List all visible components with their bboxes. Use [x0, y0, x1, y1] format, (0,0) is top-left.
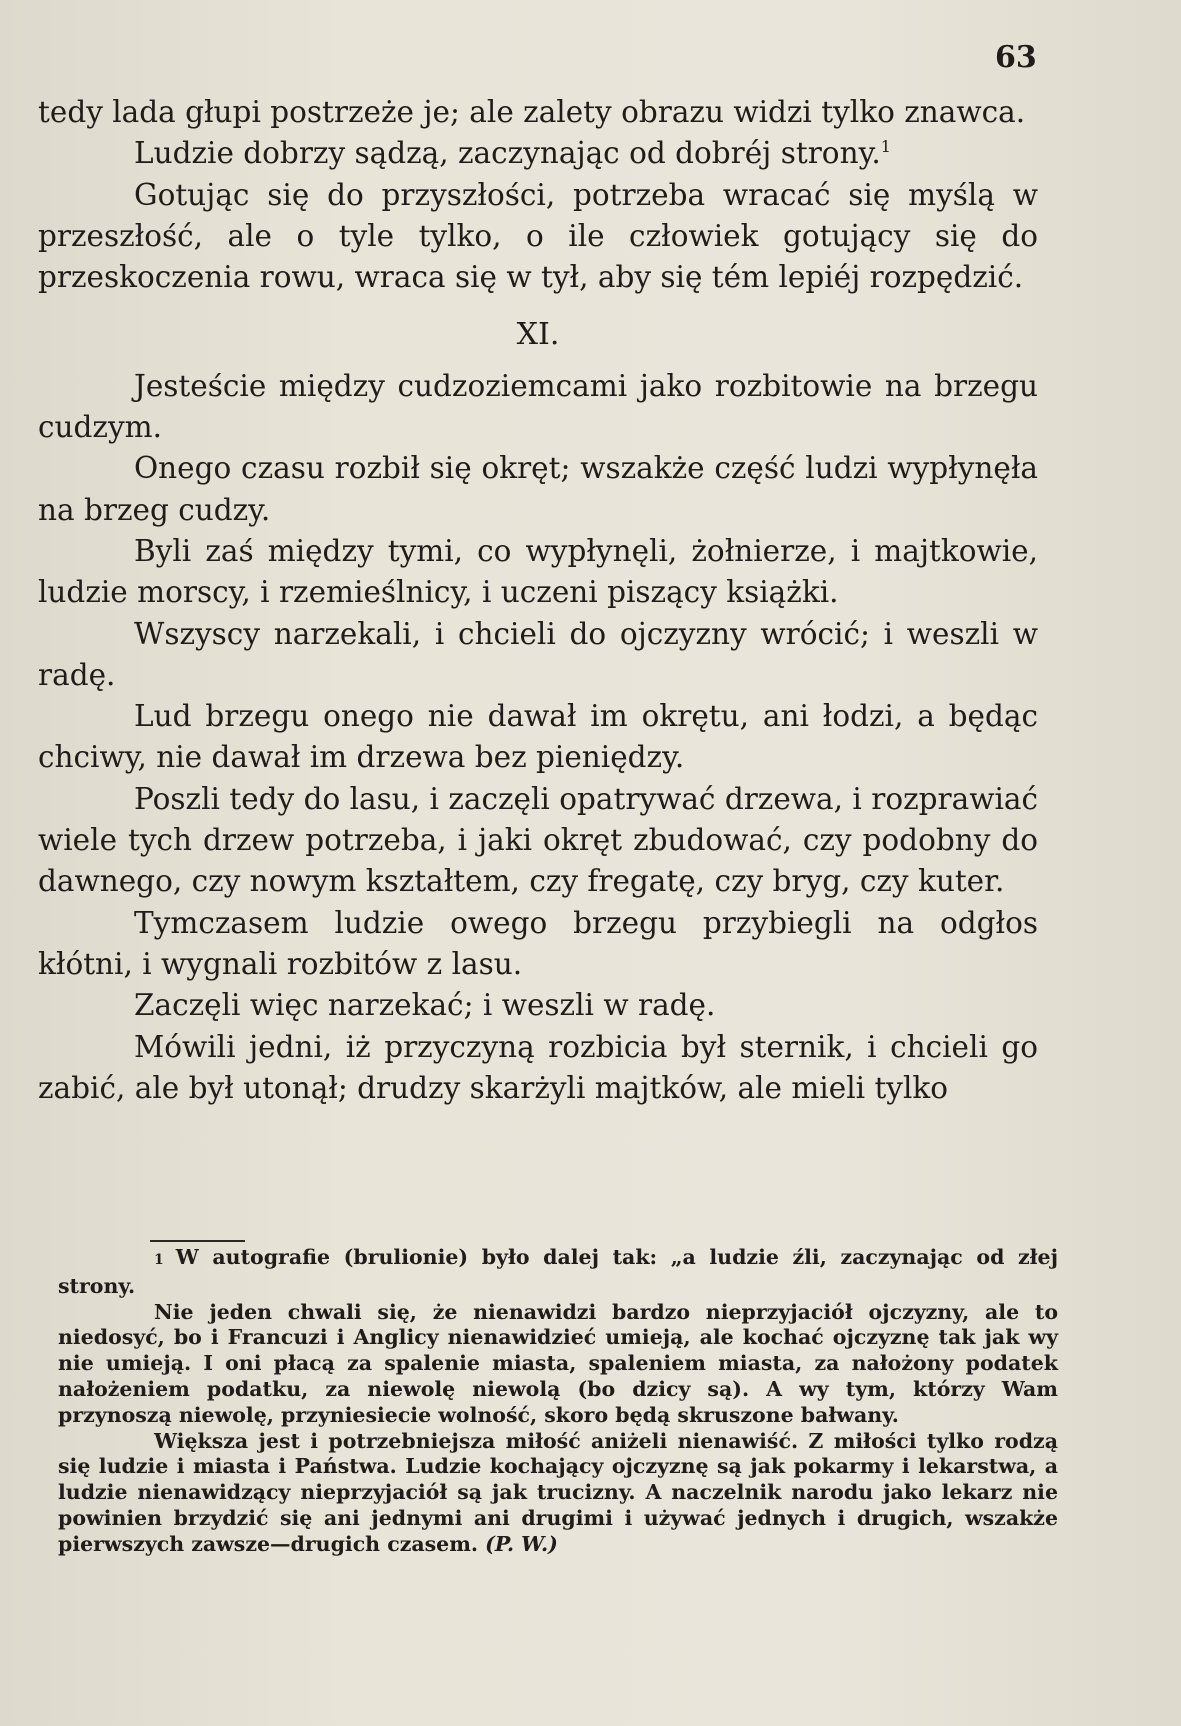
footnote: Nie jeden chwali się, że nienawidzi bardzo nieprzyjaciół ojczyzny, ale to niedosyć, bo i Francuzi i Anglicy nienawidzieć umieją, ale kochać ojczyznę tak jak wy nie umieją. I oni płacą za spalenie miasta, spaleniem miasta, za nałożony podatek nałożeniem podatku, za niewolę niewolą (bo dzicy są). A wy tym, którzy Wam przynoszą niewolę, przyniesiecie wolność, skoro będą skruszone bałwany.	[58, 1299, 1058, 1427]
paragraph: Onego czasu rozbił się okręt; wszakże część ludzi wypłynęła na brzeg cudzy.	[38, 451, 1038, 527]
page-number: 63	[995, 40, 1037, 75]
paragraph-text: Ludzie dobrzy sądzą, zaczynając od dobréj strony.	[134, 136, 881, 171]
section-heading: XI.	[516, 317, 560, 353]
footnote-reference: 1	[880, 137, 891, 157]
footnote-signature: (P. W.)	[485, 1531, 558, 1556]
paragraph: Zaczęli więc narzekać; i weszli w radę.	[134, 988, 716, 1023]
paragraph: Lud brzegu onego nie dawał im okrętu, ani łodzi, a będąc chciwy, nie dawał im drzewa bez pieniędzy.	[38, 699, 1038, 775]
paragraph: Mówili jedni, iż przyczyną rozbicia był sternik, i chcieli go zabić, ale był utonął; drudzy skarżyli majtków, ale mieli tylko	[38, 1029, 1038, 1105]
paragraph: Wszyscy narzekali, i chcieli do ojczyzny wrócić; i weszli w radę.	[38, 616, 1038, 692]
paragraph: Byli zaś między tymi, co wypłynęli, żołnierze, i majtkowie, ludzie morscy, i rzemieślnicy, i uczeni piszący książki.	[38, 533, 1038, 610]
paragraph: Jesteście między cudzoziemcami jako rozbitowie na brzegu cudzym.	[38, 368, 1038, 445]
footnote-divider	[150, 1240, 245, 1242]
paragraph	[38, 133, 1038, 174]
footnote-text: Większa jest i potrzebniejsza miłość aniżeli nienawiść. Z miłości tylko rodzą się ludzie i miasta i Państwa. Ludzie kochający ojczyznę są jak pokarmy i lekarstwa, a ludzie nienawidzący nieprzyjaciół są jak trucizny. A naczelnik narodu jako lekarz nie powinien brzydzić się ani jednymi ani drugimi i używać jednych i drugich, wszakże pierwszych zawsze—drugich czasem.	[58, 1428, 1058, 1556]
footnote-text: W autografie (brulionie) było dalej tak: „a ludzie źli, zaczynając od złej strony.	[58, 1245, 1058, 1298]
paragraph: Tymczasem ludzie owego brzegu przybiegli na odgłos kłótni, i wygnali rozbitów z lasu.	[38, 905, 1038, 981]
main-text	[38, 92, 1038, 1109]
footnote	[58, 1245, 1058, 1300]
paragraph: Gotując się do przyszłości, potrzeba wracać się myślą w przeszłość, ale o tyle tylko, o ile człowiek gotujący się do przeskoczenia rowu, wraca się w tył, aby się tém lepiéj rozpędzić.	[38, 177, 1038, 295]
paragraph: Poszli tedy do lasu, i zaczęli opatrywać drzewa, i rozprawiać wiele tych drzew potrzeba, i jaki okręt zbudować, czy podobny do dawnego, czy nowym kształtem, czy fregatę, czy bryg, czy kuter.	[38, 781, 1038, 899]
footnotes	[58, 1245, 1058, 1558]
footnote-number: 1	[154, 1252, 164, 1268]
paragraph: tedy lada głupi postrzeże je; ale zalety obrazu widzi tylko znawca.	[38, 95, 1026, 129]
footnote	[58, 1429, 1058, 1558]
